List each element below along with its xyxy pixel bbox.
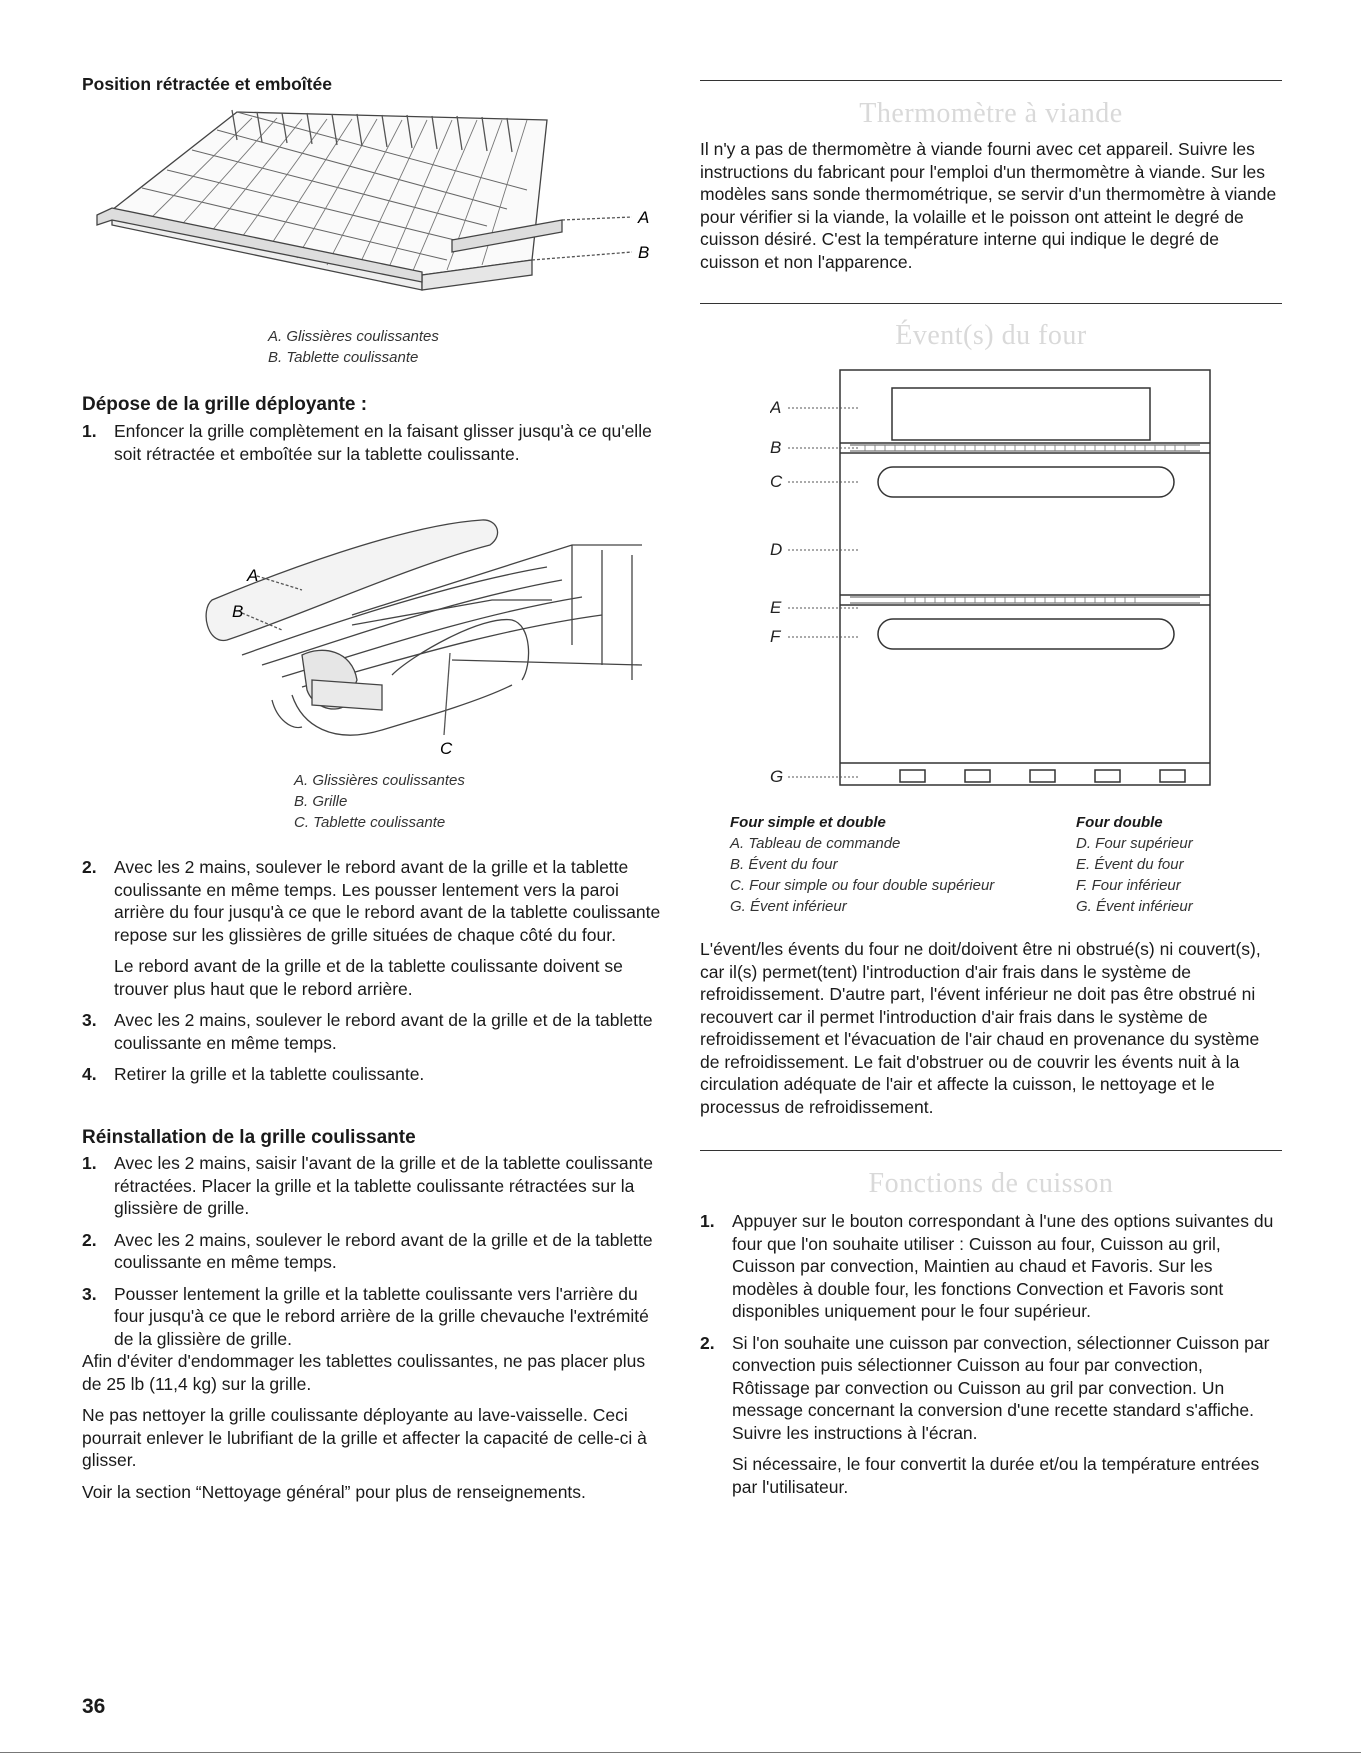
cooking-step-2-note: Si nécessaire, le four convertit la durée et/ou la température entrées par l'utilisateur.	[732, 1454, 1260, 1497]
see-cleaning-section: Voir la section “Nettoyage général” pour plus de renseignements.	[82, 1481, 586, 1502]
divider	[700, 80, 1282, 81]
removal-steps-a	[82, 420, 662, 465]
figure1-title: Position rétractée et emboîtée	[82, 74, 332, 94]
cooking-functions-title: Fonctions de cuisson	[868, 1168, 1114, 1199]
legend-left-title: Four simple et double	[730, 814, 886, 831]
vent-label-g: G	[770, 767, 784, 786]
figure1-captions	[268, 326, 439, 368]
rack-detail-illustration	[152, 505, 652, 760]
figure2-label-c: C	[440, 739, 453, 758]
removal-heading: Dépose de la grille déployante :	[82, 394, 368, 415]
removal-step-1: 1. Enfoncer la grille complètement en la faisant glisser jusqu'à ce qu'elle soit rétractée et emboîtée sur la tablette coulissante.	[82, 421, 652, 464]
legend-right-title: Four double	[1076, 814, 1163, 831]
reinstall-step-1: 1. Avec les 2 mains, saisir l'avant de la grille et de la tablette coulissante rétractées. Placer la grille et la tablette coulissante rétractées sur la glissière de grille.	[82, 1153, 653, 1218]
figure2-captions	[294, 770, 465, 833]
figure2-caption-c: C. Tablette coulissante	[294, 814, 446, 831]
reinstall-step-3: 3. Pousser lentement la grille et la tablette coulissante vers l'arrière du four jusqu'à ce que le rebord arrière de la grille chevauche l'extrémité de la glissière de grille.	[82, 1283, 649, 1349]
divider	[700, 1150, 1282, 1151]
figure1-label-a: A	[638, 208, 650, 227]
cooking-step-2: 2. Si l'on souhaite une cuisson par convection, sélectionner Cuisson par convection puis sélectionner Cuisson au four par convection, Rôtissage par convection ou Cuisson au gril par convection. Un message concernant la conversion d'une recette standard s'affiche. Suivre les instructions à l'écran. Si nécessaire, le four convertit la durée et/ou la température entrées par l'utilisateur.	[700, 1332, 1282, 1499]
legend-left-item: G. Évent inférieur	[730, 898, 847, 915]
removal-step-3: 3. Avec les 2 mains, soulever le rebord avant de la grille et de la tablette coulissante en même temps.	[82, 1010, 653, 1053]
figure2-label-a: A	[247, 566, 259, 585]
removal-step-2: 2. Avec les 2 mains, soulever le rebord avant de la grille et la tablette coulissante en même temps. Les pousser lentement vers la paroi arrière du four jusqu'à ce que le rebord avant de la tablette coulissante repose sur les glissières de grille situées de chaque côté du four. Le rebord avant de la grille et de la tablette coulissante doivent se trouver plus haut que le rebord arrière.	[82, 857, 661, 999]
legend-right-item: F. Four inférieur	[1076, 877, 1181, 894]
reinstall-steps	[82, 1152, 662, 1350]
page-number: 36	[82, 1695, 106, 1718]
legend-left-item: B. Évent du four	[730, 856, 838, 873]
figure2-caption-a: A. Glissières coulissantes	[294, 772, 465, 789]
figure2-caption-b: B. Grille	[294, 793, 348, 810]
legend-right-item: E. Évent du four	[1076, 856, 1184, 873]
legend-right-item: D. Four supérieur	[1076, 835, 1193, 852]
legend-single-double	[730, 812, 1060, 917]
thermometer-title: Thermomètre à viande	[859, 98, 1123, 129]
thermometer-text: Il n'y a pas de thermomètre à viande fourni avec cet appareil. Suivre les instructions du fabricant pour l'emploi d'un thermomètre à viande. Sur les modèles sans sonde thermométrique, se servir d'un thermomètre à viande pour vérifier si la viande, la volaille et le poisson ont atteint le degré de cuisson désiré. C'est la température interne qui indique le degré de cuisson et non l'apparence.	[700, 139, 1277, 272]
vent-title: Évent(s) du four	[895, 320, 1087, 351]
vent-label-e: E	[770, 598, 782, 617]
removal-step-4: 4. Retirer la grille et la tablette coulissante.	[82, 1064, 425, 1084]
page-bottom-rule	[0, 1752, 1361, 1753]
reinstall-heading: Réinstallation de la grille coulissante	[82, 1127, 416, 1148]
figure1-label-b: B	[638, 243, 650, 262]
reinstall-step-2: 2. Avec les 2 mains, soulever le rebord avant de la grille et de la tablette coulissante en même temps.	[82, 1229, 653, 1272]
figure2-label-b: B	[232, 602, 244, 621]
legend-left-item: A. Tableau de commande	[730, 835, 901, 852]
vent-text: L'évent/les évents du four ne doit/doivent être ni obstrué(s) ni couvert(s), car il(s) permet(tent) l'introduction d'air frais dans le système de refroidissement. D'autre part, l'évent inférieur ne doit pas être obstrué ni recouvert car il permet l'introduction d'air frais dans le système de refroidissement et l'évacuation de l'air chaud en provenance du système de refroidissement. Le fait d'obstruer ou de couvrir les évents nuit à la circulation adéquate de l'air et affecte la cuisson, le nettoyage et le processus de refroidissement.	[700, 939, 1261, 1117]
figure1-caption-b: B. Tablette coulissante	[268, 349, 419, 366]
oven-vent-diagram	[770, 365, 1220, 797]
legend-double	[1076, 812, 1276, 917]
rack-weight-warning: Afin d'éviter d'endommager les tablettes coulissantes, ne pas placer plus de 25 lb (11,4 kg) sur la grille.	[82, 1351, 646, 1394]
figure1-caption-a: A. Glissières coulissantes	[268, 328, 439, 345]
removal-steps-b	[82, 856, 662, 1086]
cooking-step-1: 1. Appuyer sur le bouton correspondant à l'une des options suivantes du four que l'on souhaite utiliser : Cuisson au four, Cuisson au gril, Cuisson par convection, Maintien au chaud et Favoris. Sur les modèles à double four, les fonctions Convection et Favoris sont disponibles uniquement pour le four supérieur.	[700, 1211, 1274, 1321]
divider	[700, 303, 1282, 304]
cooking-steps	[700, 1210, 1282, 1498]
vent-label-b: B	[770, 438, 782, 457]
legend-right-item: G. Évent inférieur	[1076, 898, 1193, 915]
vent-label-d: D	[770, 540, 783, 559]
vent-label-c: C	[770, 472, 783, 491]
left-paragraphs	[82, 1350, 662, 1503]
legend-left-item: C. Four simple ou four double supérieur	[730, 877, 995, 894]
rack-retracted-illustration	[92, 100, 662, 310]
vent-label-f: F	[770, 627, 781, 646]
vent-label-a: A	[770, 398, 782, 417]
removal-step-2-note: Le rebord avant de la grille et de la tablette coulissante doivent se trouver plus haut que le rebord arrière.	[114, 956, 623, 999]
rack-cleaning-warning: Ne pas nettoyer la grille coulissante déployante au lave-vaisselle. Ceci pourrait enlever le lubrifiant de la grille et affecter la capacité de celle-ci à glisser.	[82, 1405, 647, 1470]
